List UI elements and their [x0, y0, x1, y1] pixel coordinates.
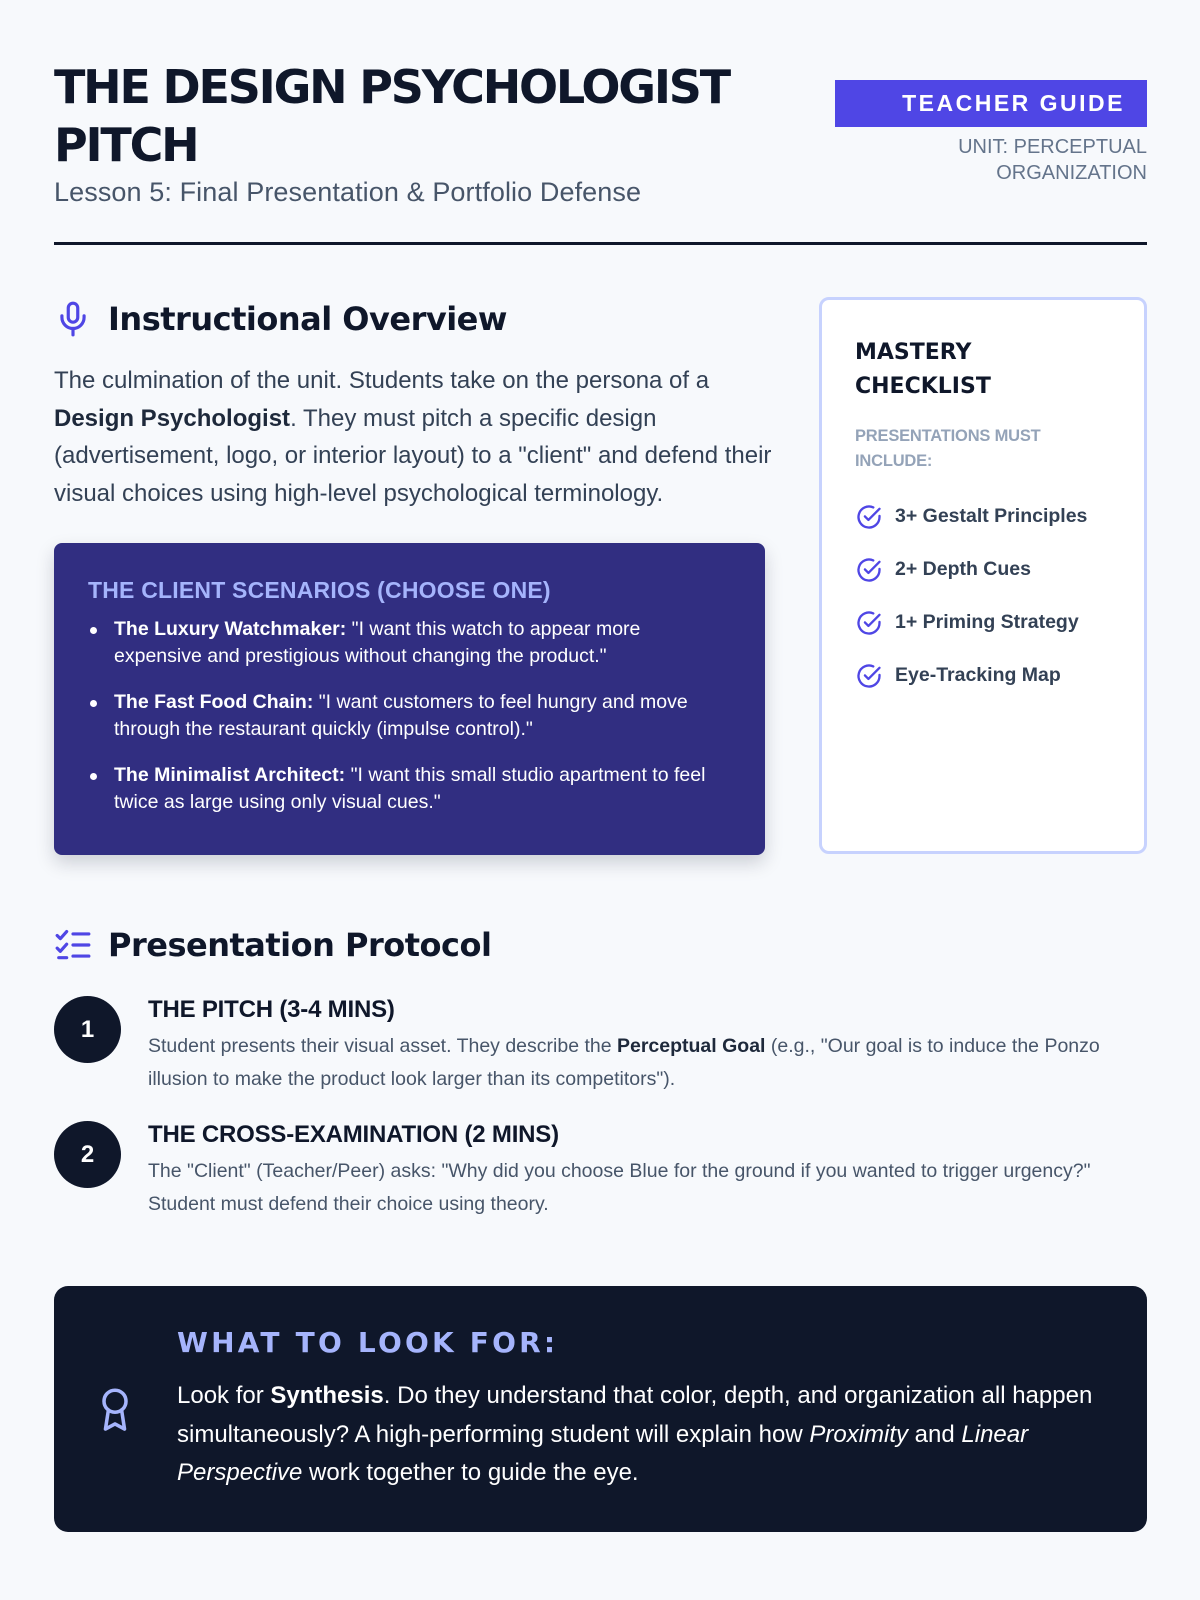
teacher-guide-page — [54, 0, 1147, 1600]
unit-label-line-2: ORGANIZATION — [996, 162, 1147, 184]
microphone-icon — [54, 299, 92, 339]
step-text-bold: Perceptual Goal — [616, 1035, 766, 1057]
step-number: 1 — [54, 996, 121, 1063]
checklist-subtitle-line-1: PRESENTATIONS MUST — [855, 427, 1041, 445]
checklist-subtitle-line-2: INCLUDE: — [855, 452, 933, 470]
protocol-heading-row — [54, 922, 491, 968]
page-title-line-1: THE DESIGN PSYCHOLOGIST — [54, 60, 729, 114]
scenario-quote: "I want this small studio apartment to feel twice as large using only visual cues." — [114, 764, 706, 813]
checklist-subtitle — [855, 424, 1085, 474]
checklist-item-label: 1+ Priming Strategy — [895, 611, 1079, 633]
checklist-item-priming — [855, 596, 1144, 649]
page-title — [54, 58, 774, 174]
checklist-item-label: 2+ Depth Cues — [895, 558, 1031, 580]
overview-heading: Instructional Overview — [108, 300, 507, 338]
scenario-item-luxury-watchmaker — [88, 616, 731, 670]
check-circle-icon — [855, 609, 883, 637]
look-for-text-part-1: Look for — [177, 1382, 271, 1409]
lesson-subtitle: Lesson 5: Final Presentation & Portfolio Defense — [54, 177, 642, 207]
scenarios-list — [88, 616, 731, 816]
scenario-name: The Luxury Watchmaker: — [114, 618, 347, 640]
checklist-title-line-1: MASTERY — [855, 340, 972, 365]
protocol-heading: Presentation Protocol — [108, 926, 492, 964]
checklist-item-eye-tracking — [855, 649, 1144, 702]
scenario-quote: "I want this watch to appear more expensive and prestigious without changing the product." — [114, 618, 641, 667]
look-for-text — [177, 1377, 1107, 1493]
look-for-text-italic-1: Proximity — [809, 1420, 909, 1448]
step-title: THE PITCH (3-4 MINS) — [148, 996, 395, 1023]
step-text-part-1: Student presents their visual asset. They describe the — [148, 1035, 617, 1057]
step-body — [148, 1121, 1148, 1221]
look-for-text-italic-2: Linear Perspective — [177, 1420, 1029, 1486]
scenarios-title: THE CLIENT SCENARIOS (CHOOSE ONE) — [88, 577, 551, 603]
look-for-text-bold: Synthesis — [270, 1382, 384, 1409]
look-for-text-part-3: and — [908, 1420, 962, 1448]
scenario-quote: "I want customers to feel hungry and move through the restaurant quickly (impulse control)." — [114, 691, 688, 740]
checklist-items — [855, 490, 1144, 702]
check-circle-icon — [855, 556, 883, 584]
overview-text-part-1: The culmination of the unit. Students take on the persona of a — [54, 367, 710, 394]
teacher-guide-badge: TEACHER GUIDE — [835, 80, 1147, 127]
scenario-name: The Fast Food Chain: — [114, 691, 314, 713]
scenario-item-fast-food-chain — [88, 689, 731, 743]
step-text: The "Client" (Teacher/Peer) asks: "Why did you choose Blue for the ground if you wanted to trigger urgency?" Student must defend their choice using theory. — [148, 1160, 1091, 1215]
look-for-text-part-4: work together to guide the eye. — [302, 1459, 639, 1486]
checklist-item-gestalt — [855, 490, 1144, 543]
step-text-part-2: (e.g., "Our goal is to induce the Ponzo illusion to make the product look larger than its competitors"). — [148, 1035, 1100, 1090]
checklist-icon — [54, 925, 92, 965]
what-to-look-for-box — [54, 1286, 1147, 1532]
mastery-checklist-card — [819, 297, 1147, 854]
step-text — [148, 1030, 1148, 1096]
checklist-item-depth-cues — [855, 543, 1144, 596]
check-circle-icon — [855, 662, 883, 690]
checklist-item-label: 3+ Gestalt Principles — [895, 505, 1088, 527]
unit-label-line-1: UNIT: PERCEPTUAL — [958, 136, 1147, 158]
step-number: 2 — [54, 1121, 121, 1188]
step-title: THE CROSS-EXAMINATION (2 MINS) — [148, 1121, 559, 1148]
award-ribbon-icon — [100, 1388, 130, 1432]
overview-text — [54, 362, 774, 512]
checklist-item-label: Eye-Tracking Map — [895, 664, 1061, 686]
page-title-line-2: PITCH — [54, 118, 198, 172]
checklist-title — [855, 336, 1055, 404]
scenario-name: The Minimalist Architect: — [114, 764, 346, 786]
scenario-item-minimalist-architect — [88, 762, 731, 816]
look-for-title: WHAT TO LOOK FOR: — [177, 1326, 559, 1359]
page-header — [54, 50, 1147, 245]
check-circle-icon — [855, 503, 883, 531]
overview-text-bold: Design Psychologist — [54, 404, 291, 432]
overview-text-part-2: . They must pitch a specific design (advertisement, logo, or interior layout) to a "client" and defend their visual choices using high-level psychological terminology. — [54, 404, 772, 507]
unit-label — [927, 134, 1147, 186]
client-scenarios-box — [54, 543, 765, 855]
overview-heading-row — [54, 296, 507, 342]
checklist-title-line-2: CHECKLIST — [855, 374, 991, 399]
look-for-text-part-2: . Do they understand that color, depth, and organization all happen simultaneously? A high-performing student will explain how — [177, 1382, 1093, 1448]
step-body — [148, 996, 1148, 1096]
